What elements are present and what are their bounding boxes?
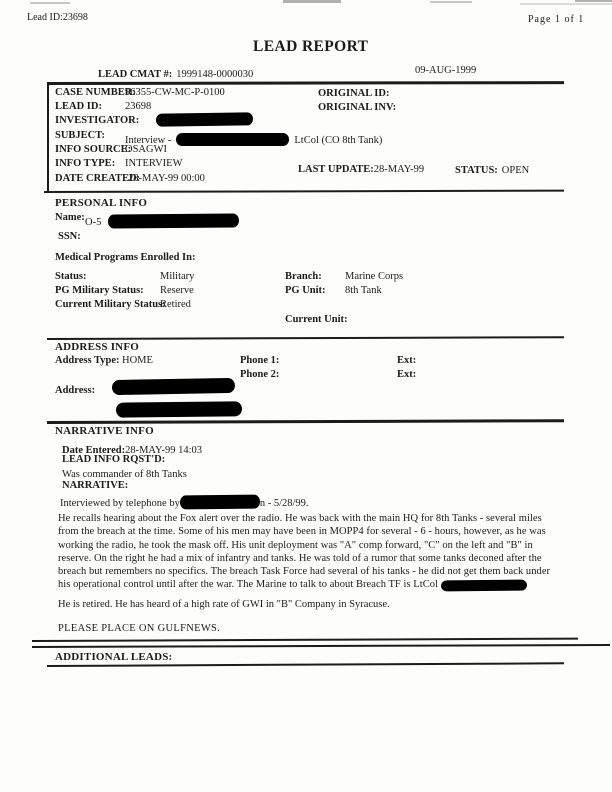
original-id-label: ORIGINAL ID: [318, 88, 390, 99]
address-type-label: Address Type: [55, 355, 120, 366]
subject-label: SUBJECT: [55, 130, 105, 141]
cmat-label: LEAD CMAT #: [98, 69, 173, 80]
personal-info-heading: PERSONAL INFO [55, 197, 148, 209]
date-entered-label: Date Entered: [62, 445, 126, 456]
scan-artifact [30, 2, 70, 4]
interviewer-redaction [180, 495, 260, 510]
name-value: O-5 [85, 217, 102, 228]
narrative-paragraph-text: He recalls hearing about the Fox alert over the radio. He was back with the main HQ for 8th Tanks - several miles from the breach at the time. Some of his men may have been in MOPP4 for several - 6 - hours, however, as he was working the radio, he took the mask off. His unit deployment was "A" comp forward, "C" on the left and "B" in reserve. On the right he had a mix of infantry and tanks. He was told of a rumor that some tanks deconed after the breach but remembers no specifics. The breach Task Force had several of his tanks - he did not get them back under his operational control until after the war. The Marine to talk to about Breach TF is LtCol [58, 513, 551, 591]
interview-line-prefix: Interviewed by telephone by [60, 498, 180, 509]
pg-unit-value: 8th Tank [345, 285, 382, 296]
address-info-heading: ADDRESS INFO [55, 341, 139, 353]
pg-military-status-value: Reserve [160, 285, 194, 296]
subject-suffix: LtCol (CO 8th Tank) [294, 135, 383, 146]
additional-leads-border-bottom [32, 644, 610, 648]
phone2-label: Phone 2: [240, 369, 280, 380]
lead-id-value: 23698 [125, 101, 152, 112]
date-created-value: 28-MAY-99 00:00 [128, 173, 205, 184]
scan-artifact [575, 0, 612, 2]
report-date: 09-AUG-1999 [415, 65, 477, 76]
ssn-label: SSN: [58, 231, 81, 242]
pg-unit-label: PG Unit: [285, 285, 326, 296]
scan-artifact [430, 1, 472, 3]
page-number: Page 1 of 1 [528, 14, 585, 25]
info-type-label: INFO TYPE: [55, 158, 116, 169]
narrative-redaction [441, 579, 527, 591]
page-lead-id: Lead ID:23698 [27, 12, 88, 23]
lead-info-rqstd-value: Was commander of 8th Tanks [62, 469, 187, 480]
date-entered-value: 28-MAY-99 14:03 [125, 445, 203, 456]
original-inv-label: ORIGINAL INV: [318, 102, 397, 113]
scan-artifact [520, 3, 612, 5]
current-unit-label: Current Unit: [285, 314, 348, 325]
status-label: STATUS: [455, 165, 498, 176]
status-mil-value: Military [160, 271, 195, 282]
name-redaction [108, 214, 239, 229]
subject-prefix: Interview - [125, 135, 172, 146]
cmat-value: 1999148-0000030 [176, 69, 254, 80]
table-top-border [47, 81, 564, 85]
branch-label: Branch: [285, 271, 322, 282]
table-bottom-border [44, 190, 564, 193]
current-military-status-value: Retired [160, 299, 191, 310]
narrative-paragraph [58, 512, 565, 592]
ext2-label: Ext: [397, 369, 417, 380]
subject-redaction [176, 133, 289, 146]
last-update-value: 28-MAY-99 [373, 164, 425, 175]
narrative-label: NARRATIVE: [62, 480, 129, 491]
phone1-label: Phone 1: [240, 355, 280, 366]
report-title: LEAD REPORT [253, 38, 369, 55]
narrative-section-border [47, 419, 564, 423]
info-type-value: INTERVIEW [125, 158, 183, 169]
investigator-redaction [156, 112, 253, 126]
info-source-value: OSAGWI [125, 144, 167, 155]
info-source-label: INFO SOURCE: [55, 144, 132, 155]
address-redaction-line2 [116, 401, 242, 417]
case-number-value: 96355-CW-MC-P-0100 [125, 87, 225, 98]
address-label: Address: [55, 385, 96, 396]
gulfnews-line: PLEASE PLACE ON GULFNEWS. [58, 623, 221, 634]
narrative-info-heading: NARRATIVE INFO [55, 425, 154, 437]
case-number-label: CASE NUMBER: [55, 87, 136, 98]
medical-programs-label: Medical Programs Enrolled In: [55, 252, 196, 263]
last-update-label: LAST UPDATE: [298, 164, 374, 175]
name-label: Name: [55, 212, 85, 223]
address-redaction-line1 [112, 378, 235, 395]
address-section-border [47, 336, 564, 340]
status-mil-label: Status: [55, 271, 87, 282]
additional-leads-heading: ADDITIONAL LEADS: [55, 651, 173, 663]
branch-value: Marine Corps [345, 271, 404, 282]
pg-military-status-label: PG Military Status: [55, 285, 144, 296]
retired-line: He is retired. He has heard of a high rate of GWI in "B" Company in Syracuse. [58, 599, 390, 610]
date-created-label: DATE CREATED: [55, 173, 141, 184]
investigator-label: INVESTIGATOR: [55, 115, 140, 126]
address-type-value: HOME [122, 355, 153, 366]
current-military-status-label: Current Military Status: [55, 299, 166, 310]
table-left-border [47, 82, 49, 193]
status-value: OPEN [501, 165, 530, 176]
scan-artifact [283, 0, 341, 3]
interview-line-suffix: n - 5/28/99. [259, 498, 309, 509]
additional-leads-border-top [32, 638, 578, 642]
lead-id-label: LEAD ID: [55, 101, 102, 112]
ext1-label: Ext: [397, 355, 417, 366]
lead-info-rqstd-label: LEAD INFO RQST'D: [62, 454, 166, 465]
